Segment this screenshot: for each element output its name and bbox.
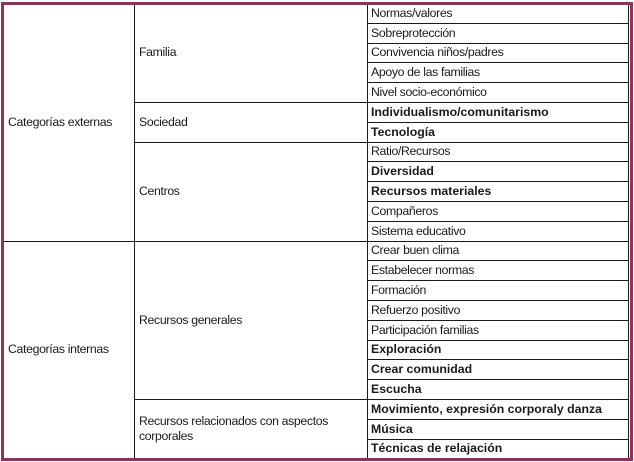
- group-label: Recursos generales: [135, 241, 368, 399]
- item-cell: Recursos materiales: [368, 182, 629, 202]
- item-cell: Música: [368, 419, 629, 439]
- item-cell: Exploración: [368, 340, 629, 360]
- item-cell: Convivencia niños/padres: [368, 43, 629, 63]
- item-cell: Crear comunidad: [368, 360, 629, 380]
- item-cell: Refuerzo positivo: [368, 300, 629, 320]
- item-cell: Tecnología: [368, 122, 629, 142]
- item-cell: Apoyo de las familias: [368, 63, 629, 83]
- item-cell: Ratio/Recursos: [368, 142, 629, 162]
- categories-table: [2, 3, 629, 459]
- item-cell: Nivel socio-económico: [368, 83, 629, 103]
- group-label: Centros: [135, 142, 368, 241]
- item-cell: Participación familias: [368, 320, 629, 340]
- item-cell: Normas/valores: [368, 4, 629, 24]
- section-label: Categorías internas: [3, 241, 135, 459]
- item-cell: Sobreprotección: [368, 23, 629, 43]
- item-cell: Escucha: [368, 380, 629, 400]
- item-cell: Formación: [368, 281, 629, 301]
- group-label: Recursos relacionados con aspectos corporales: [135, 399, 368, 458]
- section-label: Categorías externas: [3, 4, 135, 242]
- item-cell: Movimiento, expresión corporaly danza: [368, 399, 629, 419]
- item-cell: Compañeros: [368, 201, 629, 221]
- item-cell: Individualismo/comunitarismo: [368, 102, 629, 122]
- item-cell: Crear buen clima: [368, 241, 629, 261]
- table-row: [3, 4, 629, 24]
- item-cell: Sistema educativo: [368, 221, 629, 241]
- item-cell: Técnicas de relajación: [368, 439, 629, 459]
- table-row: [3, 241, 629, 261]
- item-cell: Estabelecer normas: [368, 261, 629, 281]
- item-cell: Diversidad: [368, 162, 629, 182]
- group-label: Familia: [135, 4, 368, 103]
- group-label: Sociedad: [135, 102, 368, 142]
